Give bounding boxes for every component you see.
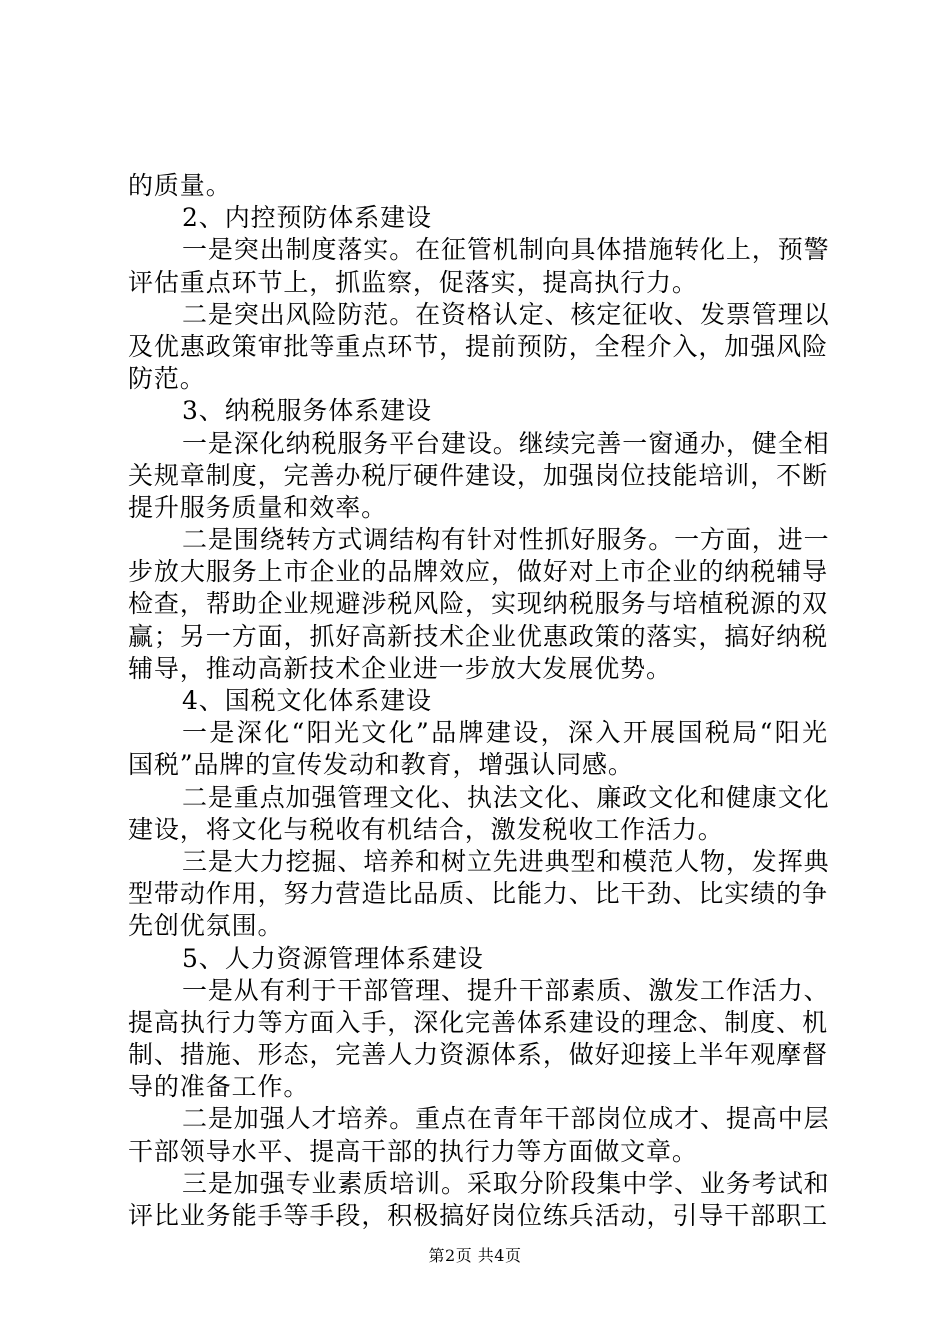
text-line: 导的准备工作。	[128, 1072, 310, 1102]
text-line: 提高执行力等方面入手，深化完善体系建设的理念、制度、机	[128, 1007, 828, 1037]
text-line: 关规章制度，完善办税厅硬件建设，加强岗位技能培训，不断	[128, 460, 828, 490]
text-line: 三是加强专业素质培训。采取分阶段集中学、业务考试和	[182, 1168, 830, 1198]
text-line: 辅导，推动高新技术企业进一步放大发展优势。	[128, 653, 672, 683]
text-line: 制、措施、形态，完善人力资源体系，做好迎接上半年观摩督	[128, 1040, 828, 1070]
page-number-footer: 第2页 共4页	[428, 1246, 522, 1265]
text-line: 一是深化纳税服务平台建设。继续完善一窗通办，健全相	[182, 428, 830, 458]
text-line: 干部领导水平、提高干部的执行力等方面做文章。	[128, 1136, 698, 1166]
text-line: 赢；另一方面，抓好高新技术企业优惠政策的落实，搞好纳税	[128, 621, 828, 651]
text-line: 一是从有利于干部管理、提升干部素质、激发工作活力、	[182, 975, 830, 1005]
section-heading: 2、内控预防体系建设	[182, 203, 432, 233]
text-line: 提升服务质量和效率。	[128, 492, 388, 522]
text-line: 二是突出风险防范。在资格认定、核定征收、发票管理以	[182, 299, 830, 329]
section-heading: 5、人力资源管理体系建设	[182, 943, 484, 973]
section-heading: 4、国税文化体系建设	[182, 686, 432, 715]
text-line: 一是突出制度落实。在征管机制向具体措施转化上，预警	[182, 235, 830, 265]
text-line: 防范。	[128, 364, 206, 394]
text-line: 建设，将文化与税收有机结合，激发税收工作活力。	[128, 814, 724, 844]
text-line: 二是围绕转方式调结构有针对性抓好服务。一方面，进一	[182, 525, 830, 555]
document-body	[128, 170, 828, 1232]
text-line: 二是加强人才培养。重点在青年干部岗位成才、提高中层	[182, 1104, 830, 1134]
text-line: 型带动作用，努力营造比品质、比能力、比干劲、比实绩的争	[128, 879, 828, 909]
text-line: 的质量。	[128, 171, 232, 200]
text-line: 步放大服务上市企业的品牌效应，做好对上市企业的纳税辅导	[128, 557, 828, 587]
text-line: 三是大力挖掘、培养和树立先进典型和模范人物，发挥典	[182, 846, 830, 876]
section-heading: 3、纳税服务体系建设	[182, 396, 432, 426]
text-line: 先创优氛围。	[128, 911, 284, 941]
text-line: 评估重点环节上，抓监察，促落实，提高执行力。	[128, 267, 698, 297]
text-line: 及优惠政策审批等重点环节，提前预防，全程介入，加强风险	[128, 331, 828, 361]
text-line: 国税”品牌的宣传发动和教育，增强认同感。	[128, 750, 634, 780]
text-line: 一是深化“阳光文化”品牌建设，深入开展国税局“阳光	[182, 718, 828, 748]
text-line: 评比业务能手等手段，积极搞好岗位练兵活动，引导干部职工	[128, 1201, 828, 1230]
text-line: 二是重点加强管理文化、执法文化、廉政文化和健康文化	[182, 782, 830, 812]
text-line: 检查，帮助企业规避涉税风险，实现纳税服务与培植税源的双	[128, 589, 828, 619]
